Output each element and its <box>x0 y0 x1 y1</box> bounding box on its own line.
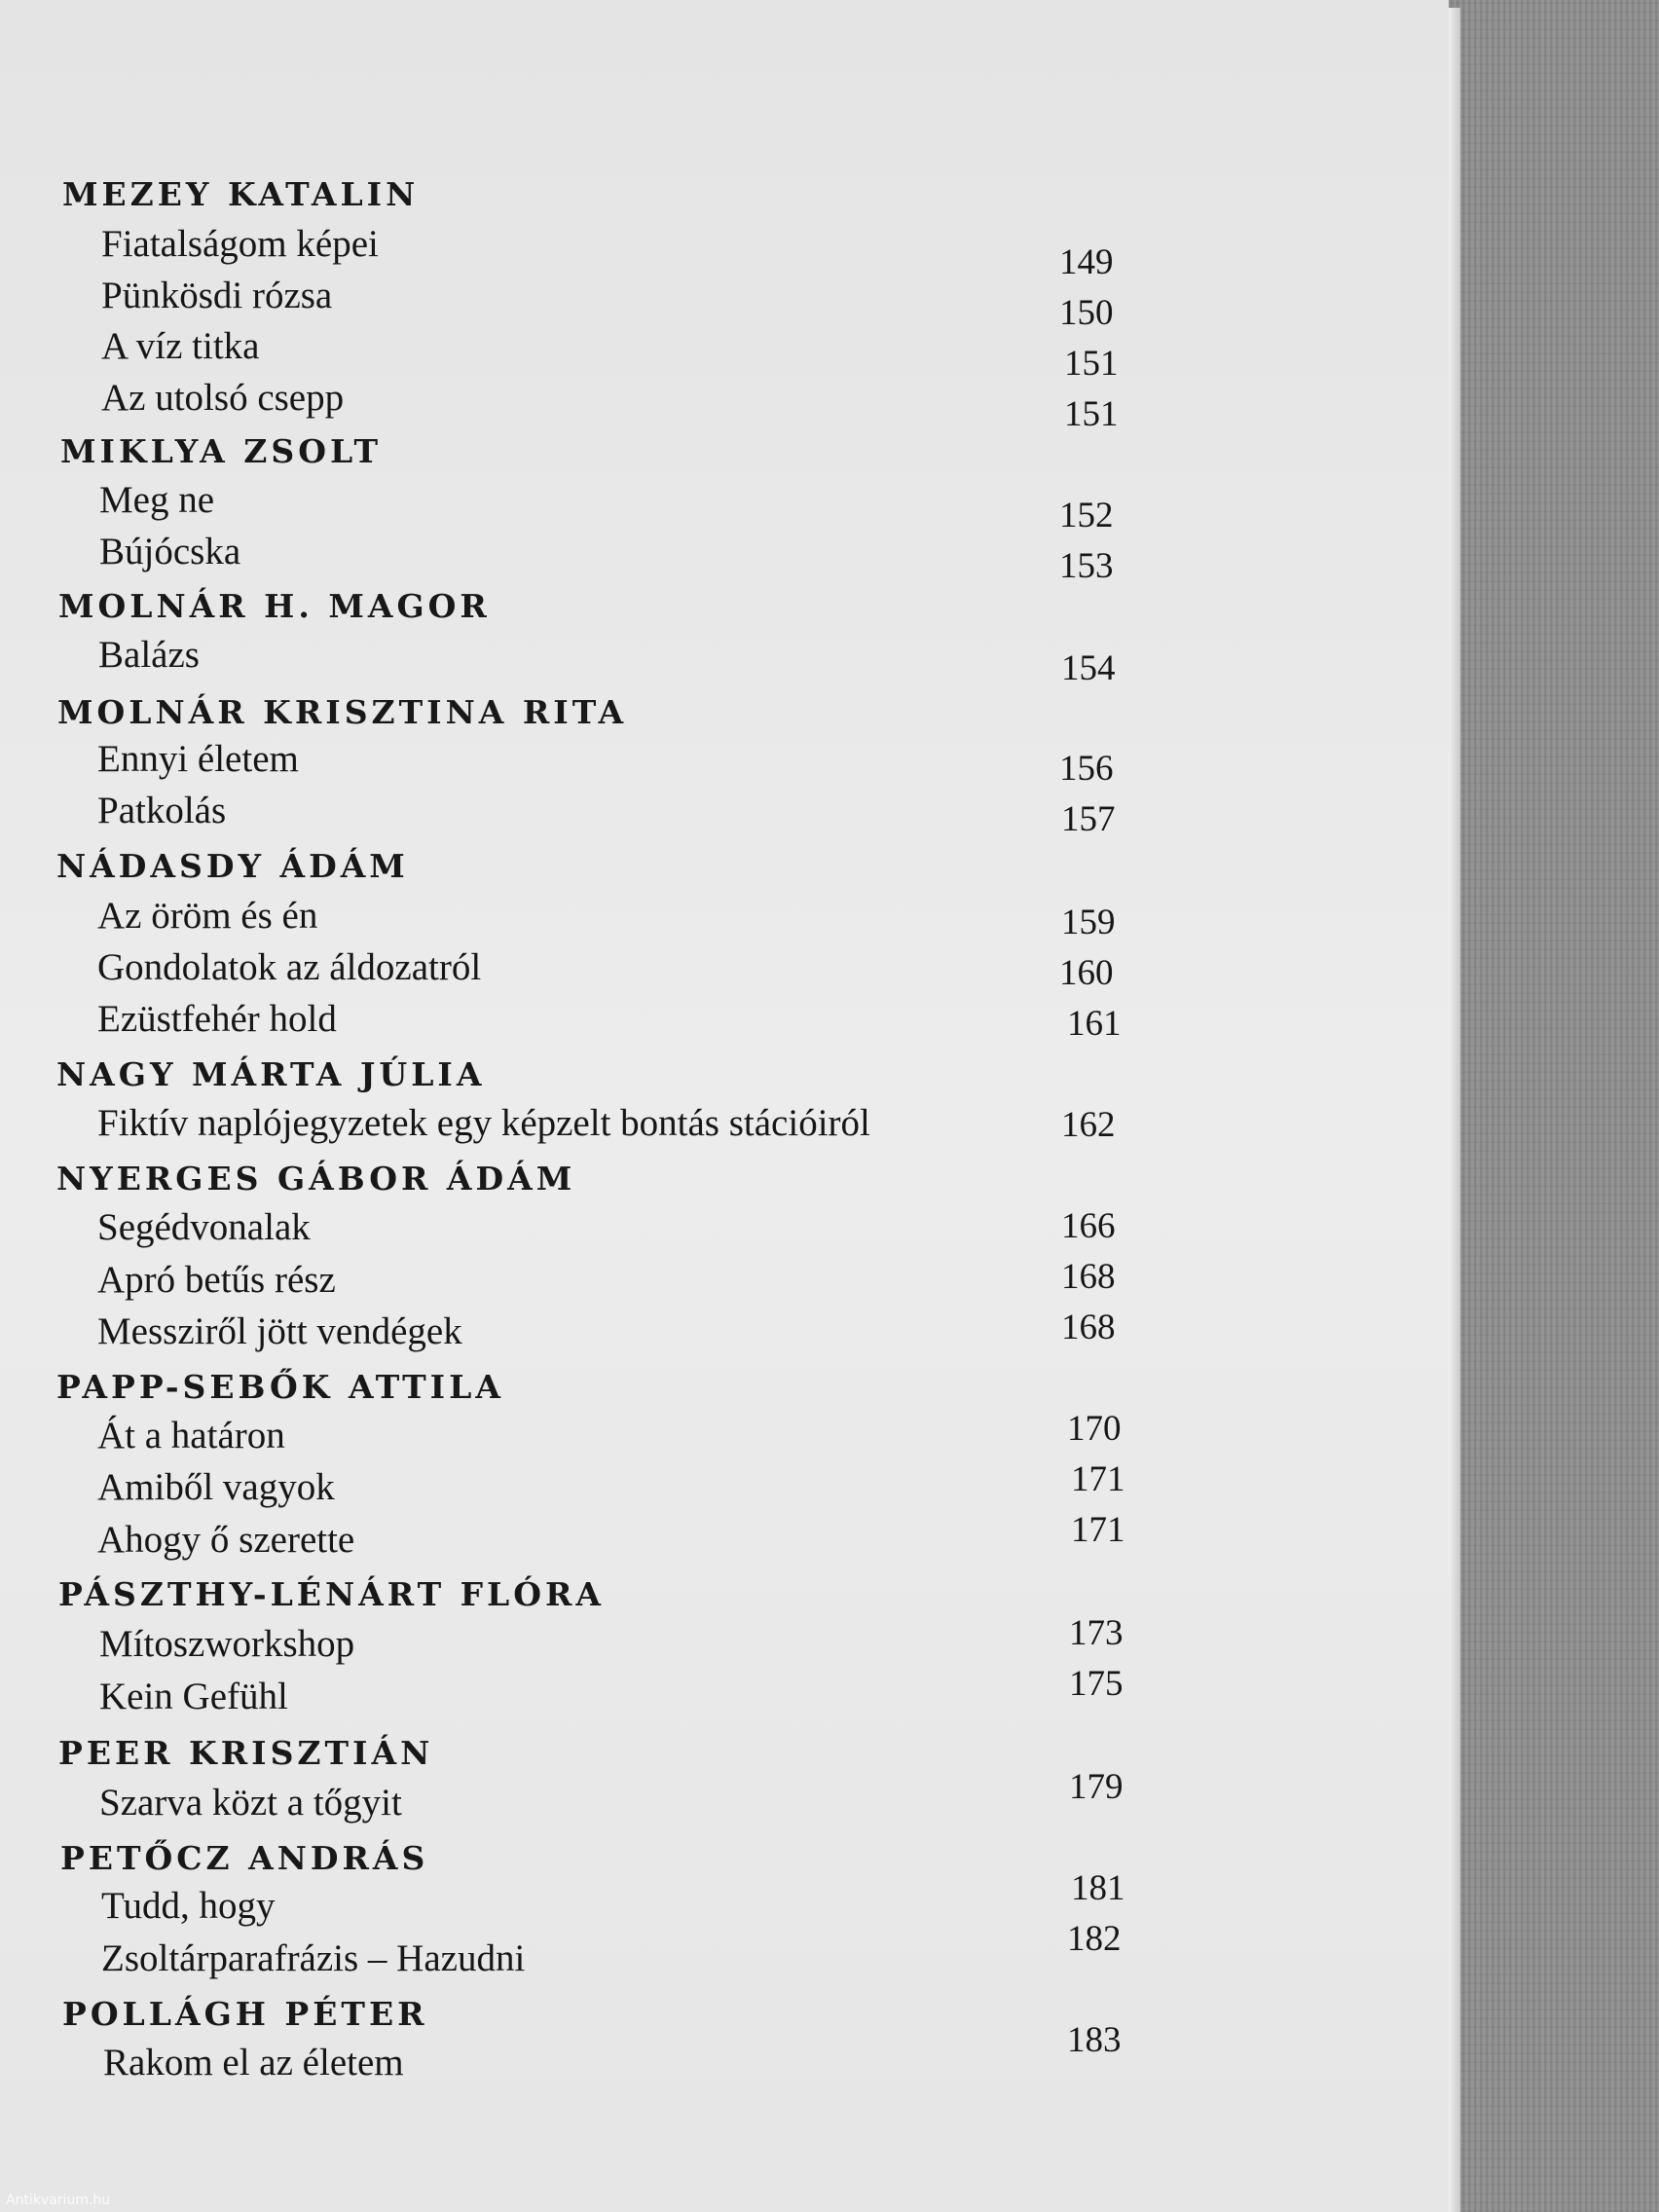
poem-title: Kein Gefühl <box>99 1676 288 1717</box>
page-number: 154 <box>1061 648 1116 688</box>
watermark-text: Antikvarium.hu <box>6 2193 111 2208</box>
page-number: 170 <box>1067 1409 1122 1449</box>
poem-title: Tudd, hogy <box>101 1885 276 1927</box>
page-number: 173 <box>1069 1613 1124 1653</box>
poem-title: Apró betűs rész <box>97 1259 336 1301</box>
author-heading: NYERGES GÁBOR ÁDÁM <box>56 1160 576 1198</box>
author-heading: MIKLYA ZSOLT <box>60 432 383 470</box>
author-heading: PÁSZTHY-LÉNÁRT FLÓRA <box>58 1575 606 1613</box>
page-number: 171 <box>1071 1510 1125 1550</box>
page-number: 156 <box>1059 749 1114 789</box>
poem-title: Zsoltárparafrázis – Hazudni <box>101 1937 526 1979</box>
page-number: 161 <box>1067 1004 1122 1044</box>
page-number: 162 <box>1061 1105 1116 1145</box>
poem-title: Balázs <box>98 634 200 676</box>
poem-title: Messziről jött vendégek <box>97 1310 462 1352</box>
page-number: 168 <box>1061 1308 1116 1347</box>
page-number: 182 <box>1067 1919 1122 1959</box>
poem-title: Fiktív naplójegyzetek egy képzelt bontás stációiról <box>97 1102 870 1144</box>
page-number: 171 <box>1071 1459 1125 1499</box>
author-heading: PETŐCZ ANDRÁS <box>60 1839 429 1877</box>
poem-title: Segédvonalak <box>97 1206 311 1248</box>
page-number: 150 <box>1059 293 1114 333</box>
poem-title: Rakom el az életem <box>103 2042 404 2083</box>
desk-background <box>1451 0 1659 2212</box>
poem-title: Bújócska <box>99 531 241 572</box>
author-heading: POLLÁGH PÉTER <box>62 1995 428 2033</box>
page-number: 152 <box>1059 496 1114 535</box>
poem-title: Patkolás <box>97 790 227 831</box>
author-heading: PAPP-SEBŐK ATTILA <box>56 1368 504 1406</box>
author-heading: MOLNÁR H. MAGOR <box>58 587 491 625</box>
page-number: 181 <box>1071 1868 1125 1908</box>
poem-title: Ahogy ő szerette <box>97 1519 355 1561</box>
author-heading: MOLNÁR KRISZTINA RITA <box>57 693 628 731</box>
poem-title: Mítoszworkshop <box>99 1623 355 1665</box>
poem-title: Meg ne <box>99 479 215 521</box>
poem-title: Fiatalságom képei <box>101 223 379 265</box>
page-number: 179 <box>1069 1767 1124 1807</box>
page-number: 151 <box>1064 344 1119 384</box>
poem-title: A víz titka <box>101 325 260 367</box>
poem-title: Az utolsó csepp <box>101 377 345 419</box>
poem-title: Ezüstfehér hold <box>97 998 337 1040</box>
poem-title: Amiből vagyok <box>97 1466 335 1508</box>
poem-title: Az öröm és én <box>97 895 318 937</box>
page-number: 183 <box>1067 2020 1122 2060</box>
poem-title: Ennyi életem <box>97 738 299 780</box>
poem-title: Szarva közt a tőgyit <box>99 1782 402 1824</box>
page-number: 168 <box>1061 1257 1116 1297</box>
page-number: 175 <box>1069 1664 1124 1704</box>
poem-title: Gondolatok az áldozatról <box>97 946 482 988</box>
page-number: 151 <box>1064 394 1119 434</box>
author-heading: PEER KRISZTIÁN <box>58 1734 434 1772</box>
poem-title: Pünkösdi rózsa <box>101 275 333 316</box>
page-number: 166 <box>1061 1206 1116 1246</box>
author-heading: NÁDASDY ÁDÁM <box>56 847 409 885</box>
author-heading: MEZEY KATALIN <box>62 175 420 213</box>
page-number: 159 <box>1061 903 1116 942</box>
poem-title: Át a határon <box>97 1415 285 1456</box>
page-number: 153 <box>1059 546 1114 586</box>
page-number: 160 <box>1059 953 1114 993</box>
page-number: 149 <box>1059 242 1114 282</box>
author-heading: NAGY MÁRTA JÚLIA <box>56 1055 486 1093</box>
page-number: 157 <box>1061 799 1116 839</box>
